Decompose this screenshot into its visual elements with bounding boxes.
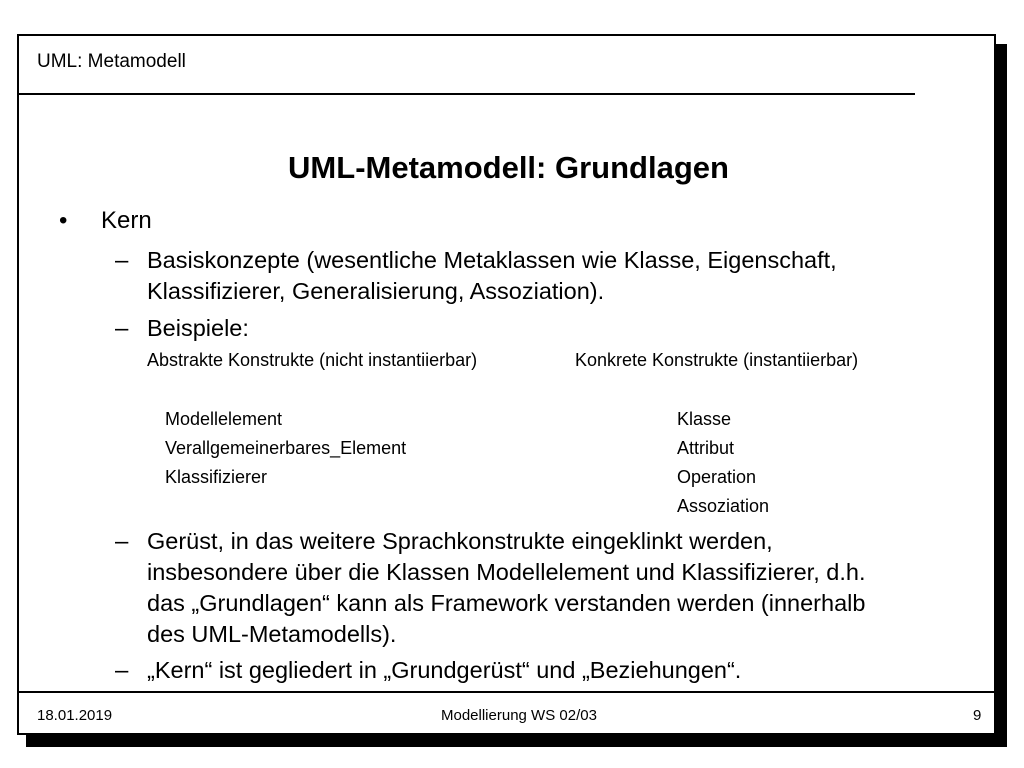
item-geruest-line2: insbesondere über die Klassen Modellelement und Klassifizierer, d.h.: [147, 559, 866, 585]
footer-divider: [19, 691, 994, 693]
abstract-item: Verallgemeinerbares_Element: [165, 438, 407, 458]
header-title: UML: Metamodell: [37, 51, 186, 72]
concrete-item: Attribut: [677, 438, 735, 458]
slide-title: UML-Metamodell: Grundlagen: [288, 150, 729, 185]
item-geruest-line1: Gerüst, in das weitere Sprachkonstrukte eingeklinkt werden,: [147, 528, 773, 554]
header-divider: [19, 93, 915, 95]
abstract-heading: Abstrakte Konstrukte (nicht instantiierbar): [147, 350, 478, 370]
abstract-item: Modellelement: [165, 409, 283, 429]
slide: [17, 34, 996, 735]
dash-icon: –: [115, 315, 129, 342]
footer-course: Modellierung WS 02/03: [441, 707, 597, 724]
item-beispiele: Beispiele:: [147, 315, 249, 341]
abstract-item: Klassifizierer: [165, 467, 268, 487]
item-kern-gliederung: „Kern“ ist gegliedert in „Grundgerüst“ und „Beziehungen“.: [147, 657, 742, 683]
item-basiskonzepte-line2: Klassifizierer, Generalisierung, Assoziation).: [147, 278, 605, 304]
item-geruest-line4: des UML-Metamodells).: [147, 621, 397, 647]
bullet-kern: Kern: [101, 207, 152, 234]
concrete-item: Klasse: [677, 409, 732, 429]
dash-icon: –: [115, 247, 129, 274]
item-basiskonzepte-line1: Basiskonzepte (wesentliche Metaklassen wie Klasse, Eigenschaft,: [147, 247, 837, 273]
concrete-heading: Konkrete Konstrukte (instantiierbar): [575, 350, 859, 370]
bullet-icon: •: [59, 207, 68, 234]
dash-icon: –: [115, 657, 129, 684]
footer-date: 18.01.2019: [37, 707, 113, 724]
footer-page-number: 9: [973, 707, 982, 724]
concrete-item: Operation: [677, 467, 757, 487]
item-geruest-line3: das „Grundlagen“ kann als Framework verstanden werden (innerhalb: [147, 590, 866, 616]
dash-icon: –: [115, 528, 129, 555]
concrete-item: Assoziation: [677, 496, 770, 516]
